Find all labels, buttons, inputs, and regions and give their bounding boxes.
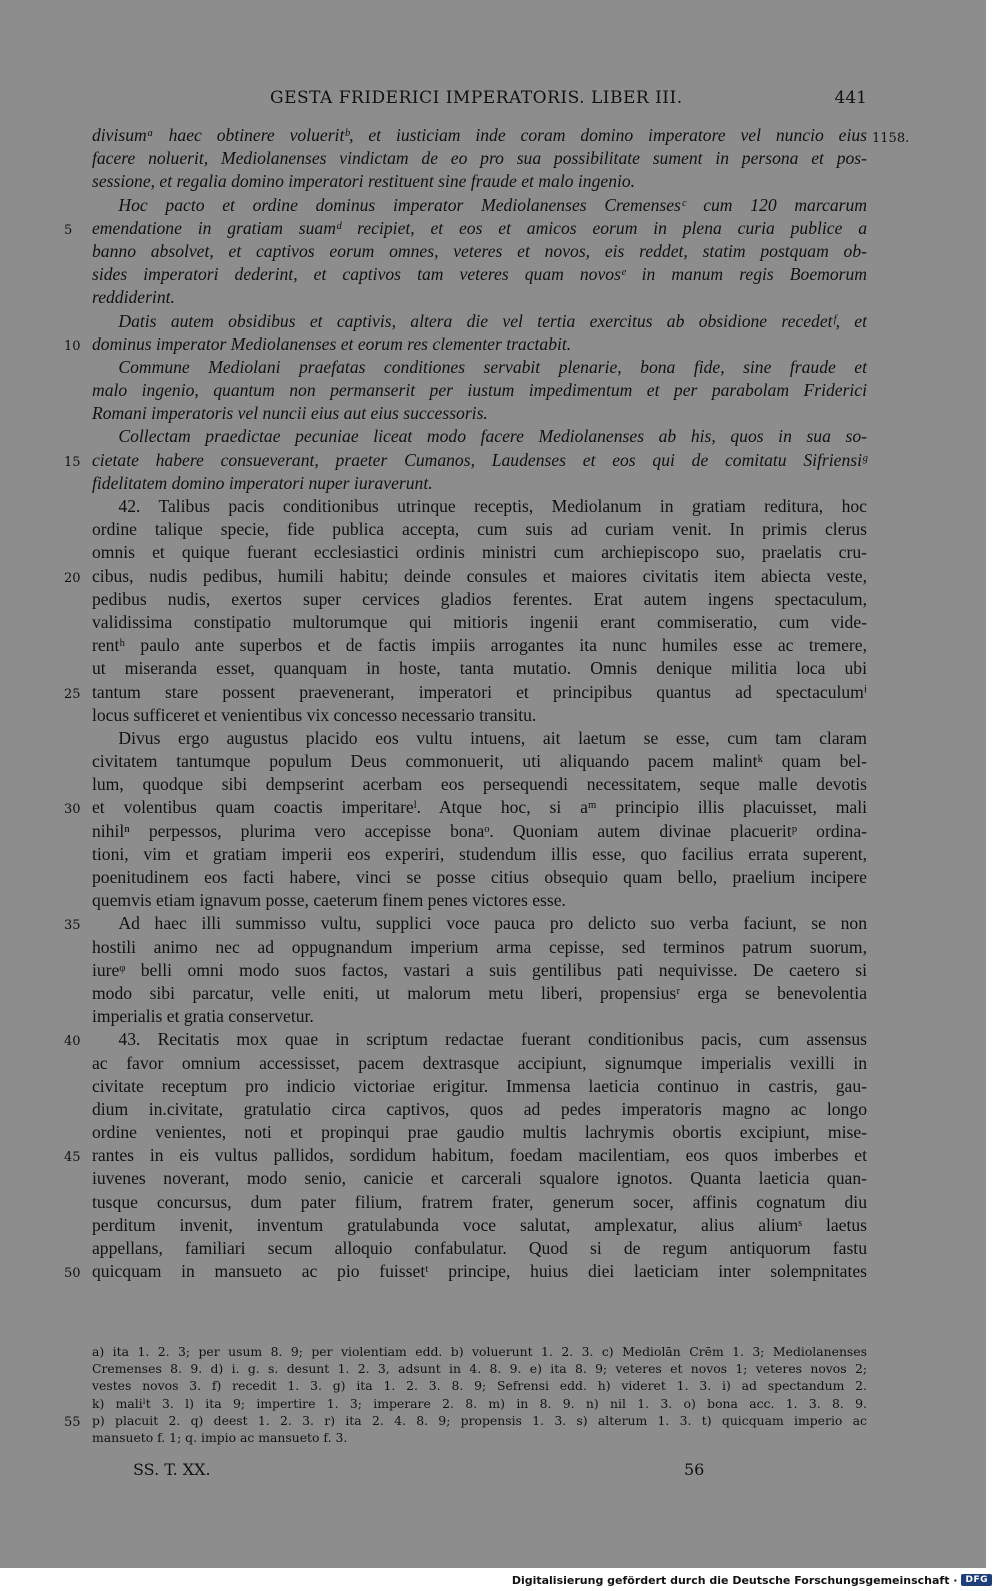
- footnote-line-text: vestes novos 3. f) recedit 1. 3. g) ita 1. 2. 3. 8. 9; Sefrensi edd. h) videret 1. 3. i) ad spectandum 2.: [92, 1378, 867, 1394]
- text-line: [92, 194, 867, 217]
- text-line-text: facere noluerit, Mediolanenses vindictam de eo pro sua possibilitate sument in persona et pos-: [92, 148, 867, 169]
- text-line: [64, 1028, 867, 1051]
- text-line-text: omnis et quique fuerant ecclesiastici ordinis ministri cum archiepiscopo suo, praelatis cru-: [92, 542, 867, 563]
- text-line-text: cietate habere consueverant, praeter Cumanos, Laudenses et eos qui de comitatu Sifriensiᵍ: [92, 449, 867, 470]
- line-number: 10: [64, 338, 81, 354]
- text-line-text: et volentibus quam coactis imperitareˡ. Atque hoc, si aᵐ principio illis placuisset, mali: [92, 797, 867, 818]
- text-line: [64, 565, 867, 588]
- text-line: [92, 657, 867, 680]
- signature-mark: SS. T. XX.: [133, 1460, 211, 1479]
- text-line-text: sessione, et regalia domino imperatori restituent sine fraude et malo ingenio.: [92, 171, 636, 192]
- text-line: [92, 727, 867, 750]
- line-number: 30: [64, 802, 81, 818]
- footnote-line-text: mansueto f. 1; q. impio ac mansueto f. 3.: [92, 1429, 348, 1445]
- text-line: [92, 936, 867, 959]
- text-line: [92, 611, 867, 634]
- text-line: [92, 310, 867, 333]
- text-line: [92, 379, 867, 402]
- line-number: 5: [64, 222, 73, 238]
- text-line: [92, 240, 867, 263]
- text-line-text: Ad haec illi summisso vultu, supplici voce pauca pro delicto suo verba faciunt, se non: [92, 913, 867, 934]
- text-line: [64, 333, 867, 356]
- text-line-text: perditum invenit, inventum gratulabunda voce salutat, amplexatur, alius aliumˢ laetus: [92, 1214, 867, 1235]
- text-line: [92, 750, 867, 773]
- line-number: 55: [64, 1414, 81, 1430]
- text-line: [92, 1191, 867, 1214]
- running-title: GESTA FRIDERICI IMPERATORIS. LIBER III.: [270, 88, 683, 108]
- line-number: 35: [64, 918, 81, 934]
- text-line: [92, 1167, 867, 1190]
- text-line: [92, 356, 867, 379]
- text-line: [92, 634, 867, 657]
- text-line-text: reddiderint.: [92, 287, 175, 308]
- page-number: 441: [834, 88, 867, 108]
- text-line: [92, 541, 867, 564]
- running-header: [92, 88, 867, 114]
- text-line-text: civitatem tantumque populum Deus commonuerit, uti aliquando pacem malintᵏ quam bel-: [92, 751, 867, 772]
- text-line: [92, 959, 867, 982]
- text-line-text: tantum stare possent praevenerant, imperatori et principibus quantus ad spectaculumⁱ: [92, 681, 867, 702]
- text-line-text: Datis autem obsidibus et captivis, altera die vel tertia exercitus ab obsidione recedetᶠ, et: [92, 310, 867, 331]
- text-line: [92, 425, 867, 448]
- text-line-text: Collectam praedictae pecuniae liceat modo facere Mediolanenses ab his, quos in sua so-: [92, 426, 867, 447]
- margin-year: 1158.: [872, 131, 910, 146]
- text-line: [92, 402, 867, 425]
- line-number: 40: [64, 1034, 81, 1050]
- text-line-text: modo sibi parcatur, velle eniti, ut malorum metu liberi, propensiusʳ erga se benevolentia: [92, 982, 867, 1003]
- text-line-text: ordine talique specie, fide publica accepta, cum suis ad curiam venit. In primis clerus: [92, 519, 867, 540]
- text-line: [92, 263, 867, 286]
- footnote-line: [92, 1343, 867, 1360]
- text-line-text: tioni, vim et gratiam imperii eos experiri, studendum illis esse, quo facilius errata superent,: [92, 843, 867, 864]
- text-line-text: hostili animo nec ad oppugnandum imperium arma cepisse, sed terminos patrum suorum,: [92, 936, 867, 957]
- text-line-text: iuvenes noverant, modo senio, canicie et carcerali squalore ignotos. Quanta laeticia quan-: [92, 1168, 867, 1189]
- footnote-line: [92, 1429, 867, 1446]
- text-line-text: 43. Recitatis mox quae in scriptum redactae fuerant conditionibus pacis, cum assensus: [92, 1029, 867, 1050]
- text-line-text: Hoc pacto et ordine dominus imperator Mediolanenses Cremensesᶜ cum 120 marcarum: [92, 194, 867, 215]
- footnote-line: [64, 1412, 867, 1430]
- text-line: [64, 1260, 867, 1283]
- text-line: [92, 1075, 867, 1098]
- text-line: [92, 147, 867, 170]
- text-line-text: 42. Talibus pacis conditionibus utrinque receptis, Mediolanum in gratiam reditura, hoc: [92, 496, 867, 516]
- text-line-text: malo ingenio, quantum non permanserit per iustum impedimentum et per parabolam Friderici: [92, 380, 867, 401]
- text-line-text: dominus imperator Mediolanenses et eorum res clementer tractabit.: [92, 333, 572, 354]
- text-line: [92, 1121, 867, 1144]
- main-text: [64, 124, 867, 1283]
- text-line: [64, 681, 867, 704]
- text-line-text: sides imperatori dederint, et captivos tam veteres quam novosᵉ in manum regis Boemorum: [92, 264, 867, 285]
- text-line: [64, 796, 867, 819]
- text-line-text: ut miseranda esset, quanquam in hoste, tanta mutatio. Omnis denique militia loca ubi: [92, 658, 867, 679]
- text-line: [64, 449, 867, 472]
- footnote-line: [92, 1377, 867, 1394]
- text-line: [92, 866, 867, 889]
- text-line-text: rentʰ paulo ante superbos et de factis impiis arrogantes ita nunc humiles esse ac tremere,: [92, 635, 867, 656]
- text-line-text: tusque concursus, dum pater filium, fratrem frater, generum socer, affinis cognatum diu: [92, 1191, 867, 1212]
- line-number: 45: [64, 1150, 81, 1166]
- dfg-credit-text: Digitalisierung gefördert durch die Deutsche Forschungsgemeinschaft ·: [511, 1573, 958, 1587]
- line-number: 15: [64, 454, 81, 470]
- text-line: [92, 1052, 867, 1075]
- text-line-text: civitate receptum pro indicio victoriae erigitur. Immensa laeticia continuo in castris, gau-: [92, 1075, 867, 1096]
- text-line-text: Commune Mediolani praefatas conditiones servabit plenarie, bona fide, sine fraude et: [92, 356, 867, 377]
- text-line: [92, 286, 867, 309]
- dfg-credit: [512, 1569, 992, 1591]
- text-line: [92, 518, 867, 541]
- dfg-logo-icon: DFG: [961, 1574, 992, 1586]
- text-line: [92, 820, 867, 843]
- footnote-line-text: k) maliˡt 3. l) ita 9; impertire 1. 3; imperare 2. 8. m) in 8. 9. n) nil 1. 3. o) bona acc. 1. 3. 8. 9.: [92, 1395, 867, 1411]
- line-number: 20: [64, 570, 81, 586]
- text-line-text: quemvis etiam ignavum posse, caeterum finem penes victores esse.: [92, 890, 566, 911]
- line-number: 25: [64, 686, 81, 702]
- footnote-line: [92, 1395, 867, 1412]
- text-line-text: locus sufficeret et venientibus vix concesso necessario transitu.: [92, 704, 537, 725]
- footnote-line: [92, 1360, 867, 1377]
- text-line-text: fidelitatem domino imperatori nuper iuraverunt.: [92, 472, 433, 493]
- text-line: [64, 217, 867, 240]
- text-line-text: ordine venientes, noti et propinqui prae gaudio multis lachrymis obortis excipiunt, mise-: [92, 1122, 867, 1143]
- text-line: [92, 982, 867, 1005]
- text-line-text: appellans, familiari secum alloquio confabulatur. Quod si de regum antiquorum fastu: [92, 1238, 867, 1258]
- text-line-text: lum, quodque sibi dempserint acerbam eos persequendi necessitatem, seque malle devotis: [92, 774, 867, 795]
- text-line: [92, 170, 867, 193]
- sheet-number: 56: [684, 1460, 705, 1479]
- text-line-text: quicquam in mansueto ac pio fuissetᵗ principe, huius diei laeticiam inter solempnitates: [92, 1261, 867, 1282]
- text-line-text: banno absolvet, et captivos eorum omnes, veteres et novos, eis reddet, statim postquam ob-: [92, 240, 867, 261]
- text-line: [92, 843, 867, 866]
- text-line-text: nihilⁿ perpessos, plurima vero accepisse bonaᵒ. Quoniam autem divinae placueritᵖ ordina-: [92, 820, 867, 841]
- text-line-text: poenitudinem eos facti habere, vinci se posse citius obsequio quam bello, praelium incipere: [92, 867, 867, 887]
- text-line-text: ac favor omnium accessisset, pacem dextrasque accipiunt, signumque imperialis vexilli in: [92, 1052, 867, 1073]
- text-line: [92, 889, 867, 912]
- text-line-text: cibus, nudis pedibus, humili habitu; deinde consules et maiores civitatis item abiecta veste,: [92, 565, 867, 586]
- text-line-text: divisumᵃ haec obtinere volueritᵇ, et iusticiam inde coram domino imperatore vel nuncio eius: [92, 125, 867, 145]
- line-number: 50: [64, 1266, 81, 1282]
- text-line: [92, 124, 867, 147]
- text-line: [92, 588, 867, 611]
- text-line-text: emendatione in gratiam suamᵈ recipiet, et eos et amicos eorum in plena curia publice a: [92, 217, 867, 238]
- text-line: [92, 1214, 867, 1237]
- text-line-text: rantes in eis vultus pallidos, sordidum habitum, foedam macilentiam, eos quos imberbes et: [92, 1145, 867, 1166]
- footnote-line-text: Cremenses 8. 9. d) i. g. s. desunt 1. 2. 3, adsunt in 4. 8. 9. e) ita 8. 9; veteres et novos 1; veteres novos 2;: [92, 1361, 867, 1377]
- text-line-text: imperialis et gratia conservetur.: [92, 1006, 314, 1027]
- text-line: [92, 1005, 867, 1028]
- text-line-text: iureᵠ belli omni modo suos factos, vastari a suis gentilibus pati nequivisse. De caetero si: [92, 959, 867, 980]
- text-line: [92, 472, 867, 495]
- footnote-line-text: p) placuit 2. q) deest 1. 2. 3. r) ita 2. 4. 8. 9; propensis 1. 3. s) alterum 1. 3. t) quicquam imperio ac: [92, 1412, 867, 1428]
- text-line-text: Divus ergo augustus placido eos vultu intuens, ait laetum se esse, cum tam claram: [92, 727, 867, 748]
- text-line: [92, 495, 867, 518]
- text-line: [64, 912, 867, 935]
- text-line: [92, 1237, 867, 1260]
- footnote-line-text: a) ita 1. 2. 3; per usum 8. 9; per violentiam edd. b) voluerunt 1. 2. 3. c) Mediolān Crēm 1. 3; Mediolanenses: [92, 1344, 867, 1359]
- text-line-text: pedibus nudis, exertos super cervices gladios ferentes. Erat autem ingens spectaculum,: [92, 588, 867, 609]
- footnotes: [64, 1343, 867, 1446]
- text-line-text: Romani imperatoris vel nuncii eius aut eius successoris.: [92, 403, 488, 424]
- text-line-text: validissima constipatio multorumque qui mitioris ingenii erant commiseratio, cum vide-: [92, 611, 867, 632]
- text-line: [64, 1144, 867, 1167]
- text-line: [92, 704, 867, 727]
- text-line-text: dium in.civitate, gratulatio circa captivos, quos ad pedes imperatoris magno ac longo: [92, 1098, 867, 1119]
- text-line: [92, 1098, 867, 1121]
- text-line: [92, 773, 867, 796]
